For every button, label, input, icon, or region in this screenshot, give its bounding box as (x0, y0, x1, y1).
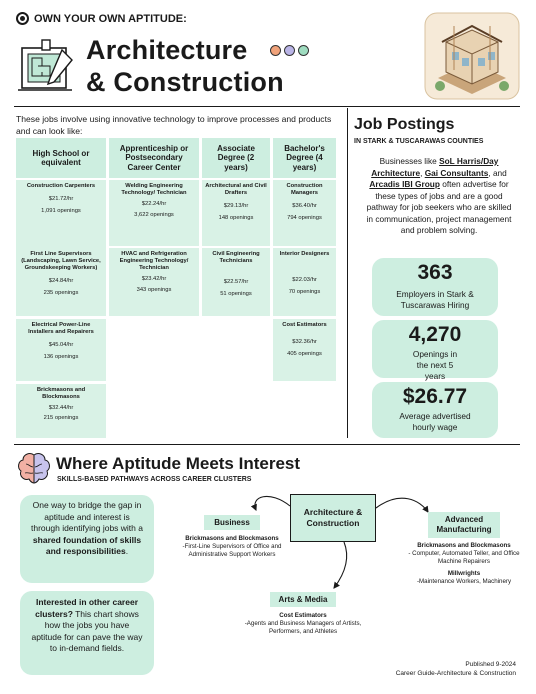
company-link: SoL Harris/Day Architecture (371, 156, 499, 178)
page-title-line2: & Construction (86, 67, 284, 97)
postings-body-sep: , (420, 167, 425, 178)
cluster-business (204, 515, 260, 530)
cluster-manufacturing (428, 512, 500, 538)
interest-subtitle: SKILLS-BASED PATHWAYS ACROSS CAREER CLUSTERS (57, 476, 252, 483)
column-heading: Associate Degree (2 years) (202, 138, 270, 178)
job-title: Welding Engineering Technology/ Technician (121, 183, 187, 196)
job-openings: 343 openings (136, 287, 172, 293)
job-title: First Line Supervisors (Landscaping, Lawn Service, Groundskeeping Workers) (21, 251, 101, 271)
intro-text: These jobs involve using innovative technology to improve processes and products and can look like: (16, 114, 332, 136)
company-link: Gai Consultants (424, 167, 489, 178)
arrow-to-manufacturing (376, 498, 428, 512)
stat-label: Openings in the next 5 years (412, 349, 458, 381)
job-openings: 794 openings (287, 215, 322, 221)
job-wage: $45.04/hr (48, 342, 74, 348)
stat-value: $26.77 (402, 385, 468, 408)
job-wage: $29.13/hr (223, 203, 249, 209)
footer (340, 660, 516, 678)
column-heading: Bachelor's Degree (4 years) (273, 138, 336, 178)
postings-title: Job Postings (354, 116, 455, 133)
job-openings: 215 openings (43, 415, 79, 421)
cluster-label: Business (214, 518, 250, 527)
stat-value: 363 (417, 261, 453, 284)
job-openings: 148 openings (218, 215, 254, 221)
stat-value: 4,270 (408, 323, 462, 346)
column-heading: High School or equivalent (16, 138, 106, 178)
job-title: HVAC and Refrigeration Engineering Technology/ Technician (119, 251, 189, 271)
job-wage: $32.36/hr (292, 339, 317, 345)
stat-label: Average advertised hourly wage (399, 411, 471, 432)
cluster-detail: - Computer, Automated Teller, and Office Machine Repairers (408, 550, 520, 565)
postings-body-post: often advertise for these types of jobs and are a good pathway for job seekers who are skilled in communication, project management and problem solving. (366, 179, 512, 235)
cluster-label: Arts & Media (278, 595, 328, 604)
cluster-manufacturing-caption (406, 542, 522, 586)
cluster-job: Brickmasons and Blockmasons (185, 535, 279, 542)
job-wage: $22.03/hr (292, 277, 317, 283)
info-box-text: One way to bridge the gap in aptitude and interest is through identifying jobs with a (31, 500, 143, 533)
job-wage: $36.40/hr (292, 203, 317, 209)
info-box-question: Interested in other career clusters? (35, 597, 139, 619)
cluster-arts-caption (236, 612, 370, 636)
cluster-job: Brickmasons and Blockmasons (417, 542, 511, 549)
job-openings: 136 openings (43, 354, 79, 360)
cluster-detail: -First-Line Supervisors of Office and Administrative Support Workers (182, 543, 282, 558)
column-heading: Apprenticeship or Postsecondary Career Center (109, 138, 199, 178)
company-link: Arcadis IBI Group (369, 179, 440, 189)
job-wage: $24.84/hr (48, 278, 74, 284)
job-title: Cost Estimators (282, 322, 327, 328)
job-wage: $32.44/hr (48, 405, 74, 411)
info-box-highlight: shared foundation of skills and responsibilities (32, 534, 142, 556)
job-wage: $22.24/hr (141, 201, 167, 207)
job-openings: 235 openings (43, 290, 79, 296)
job-title: Construction Carpenters (26, 183, 96, 189)
job-title: Interior Designers (279, 251, 330, 257)
postings-body-sep: , and (488, 167, 507, 178)
stat-label: Employers in Stark & Tuscarawas Hiring (396, 289, 474, 310)
cluster-arts (270, 592, 336, 607)
postings-body-pre: Businesses like (379, 156, 440, 166)
interest-title: Where Aptitude Meets Interest (56, 454, 301, 473)
cluster-detail: -Agents and Business Managers of Artists, Performers, and Athletes (244, 620, 362, 635)
info-box-text: This chart shows how the jobs you have aptitude for can pave the way to in-demand fields. (31, 608, 143, 653)
job-openings: 70 openings (288, 289, 321, 295)
postings-subtitle: IN STARK & TUSCARAWAS COUNTIES (354, 138, 484, 145)
footer-guide: Career Guide-Architecture & Construction (395, 670, 516, 677)
cluster-job: Cost Estimators (279, 612, 327, 619)
footer-published: Published 9-2024 (465, 661, 516, 668)
page-title-line1: Architecture (86, 35, 248, 65)
arrow-to-arts (334, 542, 347, 588)
cluster-center (290, 494, 376, 542)
kicker-text: OWN YOUR OWN APTITUDE: (34, 12, 187, 25)
job-wage: $21.72/hr (48, 196, 74, 202)
cluster-business-caption (176, 535, 288, 559)
job-wage: $23.42/hr (141, 276, 167, 282)
job-openings: 405 openings (287, 351, 322, 357)
job-title: Construction Managers (286, 183, 323, 196)
info-box-text-end: . (125, 546, 129, 556)
job-title: Civil Engineering Technicians (212, 251, 260, 264)
job-openings: 1,091 openings (41, 208, 81, 214)
job-openings: 3,622 openings (134, 212, 174, 218)
job-title: Electrical Power-Line Installers and Repairers (28, 322, 94, 335)
cluster-center-label: Architecture & Construction (303, 507, 363, 528)
job-title: Architectural and Civil Drafters (205, 183, 267, 196)
job-wage: $22.57/hr (223, 279, 249, 285)
cluster-job-2: Millwrights (447, 570, 481, 577)
job-openings: 51 openings (220, 291, 252, 297)
arrow-to-business (255, 496, 290, 510)
cluster-detail-2: -Maintenance Workers, Machinery (416, 578, 512, 585)
cluster-label: Advanced Manufacturing (436, 515, 492, 534)
job-title: Brickmasons and Blockmasons (36, 387, 86, 400)
